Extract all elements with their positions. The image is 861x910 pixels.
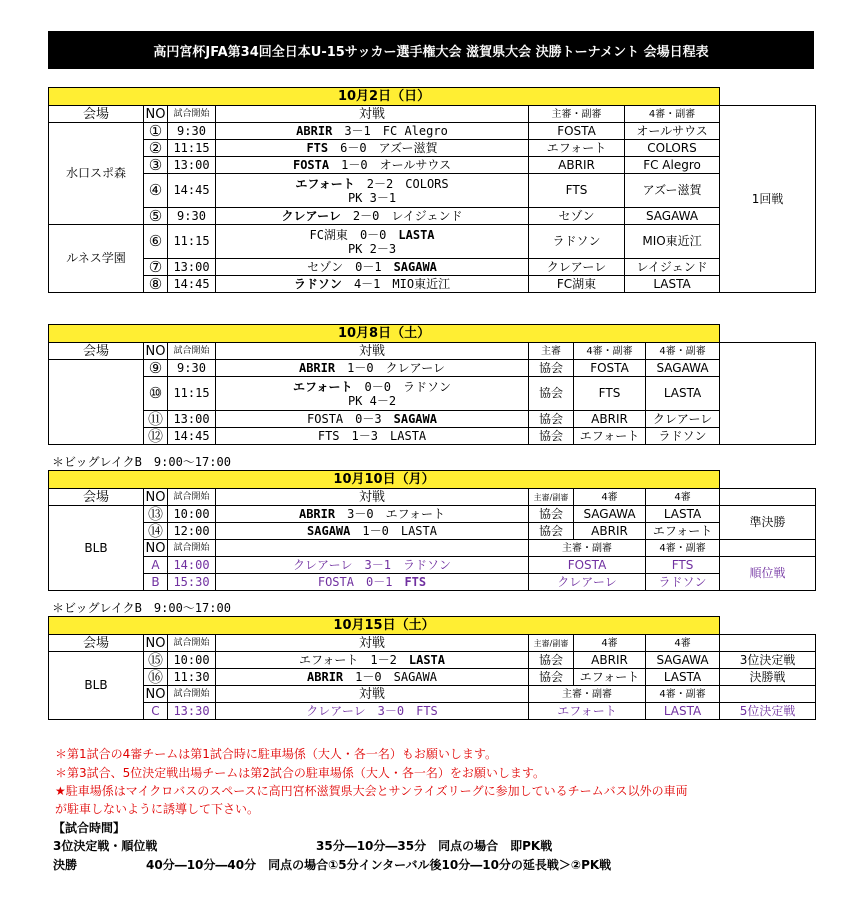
day4-date: 10月15日（土） — [49, 617, 720, 635]
referee-fourth-2: SAGAWA — [646, 652, 720, 669]
home-team: FTS — [317, 429, 340, 443]
home-team: クレアーレ — [281, 209, 341, 223]
match-score: 3－0 — [377, 704, 405, 718]
venue-header: 会場 — [49, 635, 144, 652]
home-team: エフォート — [295, 176, 355, 191]
day1-date: 10月2日（日） — [49, 88, 720, 106]
match-no: ⑦ — [144, 259, 168, 276]
match-time: 12:00 — [168, 523, 216, 540]
ref-header: 主審・副審 — [529, 686, 646, 703]
away-team: LASTA — [398, 227, 435, 242]
venue-name: BLB — [49, 506, 144, 591]
referee-main: 協会 — [529, 377, 574, 411]
referee-fourth: FOSTA — [574, 360, 646, 377]
match-no: ② — [144, 140, 168, 157]
referee-fourth: COLORS — [625, 140, 720, 157]
match-score: 0－1 — [355, 260, 382, 274]
match-header: 対戦 — [216, 343, 529, 360]
home-team: FOSTA — [307, 412, 344, 426]
referee-fourth: アズー滋賀 — [625, 174, 720, 208]
referee-fourth-2: エフォート — [646, 523, 720, 540]
referee-fourth: ABRIR — [574, 652, 646, 669]
venue-header: 会場 — [49, 343, 144, 360]
referee-main: 協会 — [529, 652, 574, 669]
match-time-heading: 【試合時間】 — [53, 821, 126, 835]
day4-table — [48, 616, 816, 720]
start-header: 試合開始 — [168, 343, 216, 360]
away-team: LASTA — [390, 429, 427, 443]
match-header: 対戦 — [216, 489, 529, 506]
match-score: 3－1 — [364, 558, 391, 572]
home-team: ABRIR — [296, 124, 333, 138]
match-time: 9:30 — [168, 208, 216, 225]
referee-main: FOSTA — [529, 123, 625, 140]
match-score: 4－1 — [353, 277, 381, 291]
referee-main: ラドソン — [529, 225, 625, 259]
away-team: MIO東近江 — [392, 277, 451, 291]
start-header: 試合開始 — [168, 106, 216, 123]
referee-main: FC湖東 — [529, 276, 625, 293]
stage-label: 決勝戦 — [720, 669, 816, 686]
no-header: NO — [144, 686, 168, 703]
time-rule-2-label: 決勝 — [53, 858, 78, 872]
match-score: 3－1 — [344, 124, 371, 138]
match-score: 0－0 — [364, 379, 391, 394]
away-team: FC Alegro — [382, 124, 448, 138]
home-team: ABRIR — [298, 361, 336, 375]
no-header: NO — [144, 540, 168, 557]
referee-fourth: SAGAWA — [574, 506, 646, 523]
venue-name: 水口スポ森 — [49, 123, 144, 225]
home-team: クレアーレ — [293, 558, 353, 572]
referee-fourth-2: LASTA — [646, 377, 720, 411]
referee-main: セゾン — [529, 208, 625, 225]
match-no: ④ — [144, 174, 168, 208]
referee-fourth: LASTA — [625, 276, 720, 293]
start-header: 試合開始 — [168, 635, 216, 652]
away-team: LASTA — [400, 524, 437, 538]
day3-table — [48, 470, 816, 591]
away-team: SAGAWA — [393, 260, 437, 274]
referee-main: クレアーレ — [529, 574, 646, 591]
match-time: 11:30 — [168, 669, 216, 686]
match-time: 11:15 — [168, 377, 216, 411]
match-time: 10:00 — [168, 506, 216, 523]
home-team: ラドソン — [293, 277, 342, 291]
referee-fourth: ABRIR — [574, 523, 646, 540]
match-no: ⑬ — [144, 506, 168, 523]
match-time: 14:45 — [168, 276, 216, 293]
referee-main: FOSTA — [529, 557, 646, 574]
match-time: 14:00 — [168, 557, 216, 574]
venue-header: 会場 — [49, 106, 144, 123]
day2-section — [48, 324, 815, 445]
match-score: 0－0 — [359, 227, 387, 242]
time-rule-1-label: 3位決定戦・順位戦 — [53, 839, 158, 853]
match-time: 13:30 — [168, 703, 216, 720]
match-time: 9:30 — [168, 360, 216, 377]
home-team: ABRIR — [307, 670, 344, 684]
pk-score: PK 4－2 — [347, 393, 397, 408]
home-team: SAGAWA — [307, 524, 351, 538]
away-team: クレアーレ — [385, 361, 445, 375]
match-score: 1－2 — [370, 653, 397, 667]
ref4-header: 4審・副審 — [646, 686, 720, 703]
ref-header: 主審/副審 — [529, 489, 574, 506]
match-score: 1－0 — [355, 670, 382, 684]
referee-main: 協会 — [529, 506, 574, 523]
away-team: エフォート — [385, 507, 445, 521]
match-score: 0－3 — [355, 412, 382, 426]
referee-main: 協会 — [529, 411, 574, 428]
referee-fourth: FTS — [574, 377, 646, 411]
match-time: 13:00 — [168, 157, 216, 174]
day3-venue-note: ＊ビッグレイクB 9:00～17:00 — [52, 601, 231, 615]
match-time: 14:45 — [168, 428, 216, 445]
match-score: 0－1 — [365, 575, 393, 589]
match-header: 対戦 — [216, 106, 529, 123]
home-team: エフォート — [298, 653, 359, 667]
match-no: ⑥ — [144, 225, 168, 259]
note-3b: が駐車しないように誘導して下さい。 — [55, 802, 260, 816]
stage-label: 準決勝 — [720, 506, 816, 540]
day4-section — [48, 616, 815, 720]
match-score: 2－2 — [366, 176, 394, 191]
match-header: 対戦 — [216, 686, 529, 703]
referee-fourth: ABRIR — [574, 411, 646, 428]
ref-header: 主審 — [529, 343, 574, 360]
home-team: FOSTA — [292, 158, 330, 172]
away-team: FTS — [404, 575, 427, 589]
referee-main: FTS — [529, 174, 625, 208]
match-time: 14:45 — [168, 174, 216, 208]
referee-main: エフォート — [529, 140, 625, 157]
match-no: ③ — [144, 157, 168, 174]
match-no: A — [144, 557, 168, 574]
venue-name: BLB — [49, 652, 144, 720]
home-team: FTS — [306, 141, 329, 155]
ref4-header-2: 4審 — [646, 489, 720, 506]
match-score: 3－0 — [347, 507, 374, 521]
referee-fourth: エフォート — [574, 428, 646, 445]
referee-main: クレアーレ — [529, 259, 625, 276]
ref-header: 主審/副審 — [529, 635, 574, 652]
referee-fourth: FTS — [646, 557, 720, 574]
stage-label: 3位決定戦 — [720, 652, 816, 669]
match-no: ① — [144, 123, 168, 140]
match-score: 6－0 — [340, 141, 367, 155]
referee-fourth: MIO東近江 — [625, 225, 720, 259]
away-team: レイジェンド — [391, 209, 463, 223]
match-no: B — [144, 574, 168, 591]
time-rule-2-value: 40分―10分―40分 同点の場合①5分インターバル後10分―10分の延長戦＞②PK戦 — [146, 858, 612, 872]
ref-header: 主審・副審 — [529, 540, 646, 557]
match-header: 対戦 — [216, 635, 529, 652]
referee-fourth: エフォート — [574, 669, 646, 686]
venue-header: 会場 — [49, 489, 144, 506]
ref4-header: 4審 — [574, 635, 646, 652]
match-time: 11:15 — [168, 225, 216, 259]
day3-date: 10月10日（月） — [49, 471, 720, 489]
referee-main: エフォート — [529, 703, 646, 720]
venue-name: ルネス学園 — [49, 225, 144, 293]
referee-fourth-2: SAGAWA — [646, 360, 720, 377]
match-no: ⑨ — [144, 360, 168, 377]
away-team: LASTA — [408, 653, 445, 667]
home-team: FOSTA — [317, 575, 354, 589]
start-header: 試合開始 — [168, 540, 216, 557]
match-no: ⑫ — [144, 428, 168, 445]
referee-main: 協会 — [529, 428, 574, 445]
match-time: 10:00 — [168, 652, 216, 669]
match-no: C — [144, 703, 168, 720]
match-time: 15:30 — [168, 574, 216, 591]
match-no: ⑧ — [144, 276, 168, 293]
referee-fourth: FC Alegro — [625, 157, 720, 174]
ref-header: 主審・副審 — [529, 106, 625, 123]
match-time: 9:30 — [168, 123, 216, 140]
home-team: エフォート — [293, 379, 353, 394]
time-rule-1-value: 35分―10分―35分 同点の場合 即PK戦 — [316, 839, 553, 853]
away-team: ラドソン — [402, 379, 451, 394]
match-no: ⑤ — [144, 208, 168, 225]
day2-venue-note: ＊ビッグレイクB 9:00～17:00 — [52, 455, 231, 469]
no-header: NO — [144, 489, 168, 506]
match-score: 1－0 — [347, 361, 374, 375]
match-no: ⑪ — [144, 411, 168, 428]
stage-label: 順位戦 — [720, 557, 816, 591]
referee-fourth: レイジェンド — [625, 259, 720, 276]
match-time: 13:00 — [168, 411, 216, 428]
ref4-header: 4審・副審 — [574, 343, 646, 360]
note-2: ＊第3試合、5位決定戦出場チームは第2試合の駐車場係（大人・各一名）をお願いします。 — [55, 766, 545, 780]
ref4-header-2: 4審・副審 — [646, 343, 720, 360]
referee-main: 協会 — [529, 360, 574, 377]
away-team: COLORS — [405, 176, 449, 191]
no-header: NO — [144, 106, 168, 123]
away-team: SAGAWA — [393, 412, 437, 426]
referee-fourth: ラドソン — [646, 574, 720, 591]
home-team: セゾン — [307, 260, 344, 274]
pk-score: PK 3－1 — [347, 190, 397, 205]
page-title: 高円宮杯JFA第34回全日本U-15サッカー選手権大会 滋賀県大会 決勝トーナメント 会場日程表 — [48, 31, 814, 69]
ref4-header-2: 4審 — [646, 635, 720, 652]
referee-main: 協会 — [529, 669, 574, 686]
match-no: ⑭ — [144, 523, 168, 540]
referee-fourth-2: LASTA — [646, 506, 720, 523]
away-team: オールサウス — [379, 158, 451, 172]
day2-date: 10月8日（土） — [49, 325, 720, 343]
note-1: ＊第1試合の4審チームは第1試合時に駐車場係（大人・各一名）もお願いします。 — [55, 747, 497, 761]
match-score: 1－3 — [351, 429, 378, 443]
match-score: 1－0 — [341, 158, 368, 172]
match-no: ⑮ — [144, 652, 168, 669]
referee-main: ABRIR — [529, 157, 625, 174]
referee-fourth: オールサウス — [625, 123, 720, 140]
pk-score: PK 2－3 — [347, 241, 397, 256]
away-team: SAGAWA — [393, 670, 437, 684]
match-time: 13:00 — [168, 259, 216, 276]
day2-table — [48, 324, 816, 445]
day3-section — [48, 470, 815, 591]
round-label: 1回戦 — [720, 106, 816, 293]
start-header: 試合開始 — [168, 686, 216, 703]
referee-main: 協会 — [529, 523, 574, 540]
stage-label: 5位決定戦 — [720, 703, 816, 720]
referee-fourth-2: クレアーレ — [646, 411, 720, 428]
no-header: NO — [144, 343, 168, 360]
no-header: NO — [144, 635, 168, 652]
ref4-header: 4審 — [574, 489, 646, 506]
away-team: ラドソン — [402, 558, 451, 572]
ref4-header: 4審・副審 — [625, 106, 720, 123]
referee-fourth: SAGAWA — [625, 208, 720, 225]
match-score: 2－0 — [352, 209, 380, 223]
match-score: 1－0 — [362, 524, 389, 538]
day1-table — [48, 87, 816, 293]
referee-fourth: LASTA — [646, 703, 720, 720]
referee-fourth-2: LASTA — [646, 669, 720, 686]
day1-section — [48, 87, 815, 293]
ref4-header: 4審・副審 — [646, 540, 720, 557]
home-team: ABRIR — [298, 507, 336, 521]
match-no: ⑯ — [144, 669, 168, 686]
home-team: クレアーレ — [306, 704, 366, 718]
home-team: FC湖東 — [309, 227, 348, 242]
referee-fourth-2: ラドソン — [646, 428, 720, 445]
start-header: 試合開始 — [168, 489, 216, 506]
away-team: アズー滋賀 — [378, 141, 438, 155]
away-team: FTS — [416, 704, 438, 718]
note-3a: ★駐車場係はマイクロバスのスペースに高円宮杯滋賀県大会とサンライズリーグに参加しているチームバス以外の車両 — [55, 784, 688, 798]
match-time: 11:15 — [168, 140, 216, 157]
match-no: ⑩ — [144, 377, 168, 411]
